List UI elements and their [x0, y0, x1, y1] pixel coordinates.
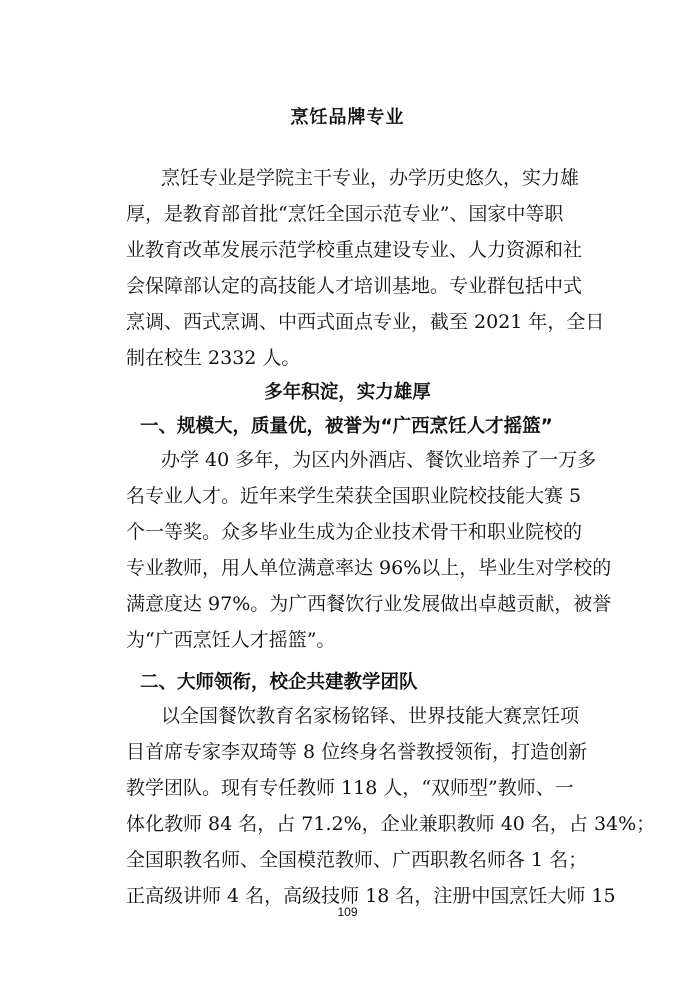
paragraph-line: 办学 40 多年，为区内外酒店、餐饮业培养了一万多: [161, 449, 597, 471]
paragraph-line: 个一等奖。众多毕业生成为企业技术骨干和职业院校的: [126, 521, 583, 543]
intro-line: 烹调、西式烹调、中西式面点专业，截至 2021 年，全日: [126, 311, 605, 333]
intro-line: 业教育改革发展示范学校重点建设专业、人力资源和社: [126, 239, 583, 261]
paragraph-line: 全国职教名师、全国模范教师、广西职教名师各 1 名；: [126, 849, 588, 871]
paragraph-line: 为“广西烹饪人才摇篮”。: [126, 629, 336, 651]
subsection-title: 二、大师领衔，校企共建教学团队: [140, 672, 418, 693]
paragraph-line: 目首席专家李双琦等 8 位终身名誉教授领衔，打造创新: [126, 741, 588, 763]
paragraph-line: 以全国餐饮教育名家杨铭铎、世界技能大赛烹饪项: [161, 705, 580, 727]
subsection-title: 一、规模大，质量优，被誉为“广西烹饪人才摇篮”: [140, 416, 553, 437]
intro-line: 制在校生 2332 人。: [126, 347, 301, 369]
paragraph-line: 满意度达 97%。为广西餐饮行业发展做出卓越贡献，被誉: [126, 593, 612, 615]
section-heading: 多年积淀，实力雄厚: [264, 382, 431, 403]
paragraph-line: 教学团队。现有专任教师 118 人，“双师型”教师、一: [126, 777, 574, 799]
page-title: 烹饪品牌专业: [290, 107, 405, 128]
intro-line: 烹饪专业是学院主干专业，办学历史悠久，实力雄: [161, 167, 580, 189]
paragraph-line: 体化教师 84 名，占 71.2%，企业兼职教师 40 名，占 34%；: [126, 813, 656, 835]
paragraph-line: 正高级讲师 4 名，高级技师 18 名，注册中国烹饪大师 15: [126, 885, 616, 907]
intro-line: 会保障部认定的高技能人才培训基地。专业群包括中式: [126, 275, 583, 297]
paragraph-line: 名专业人才。近年来学生荣获全国职业院校技能大赛 5: [126, 485, 582, 507]
page-number: 109: [337, 905, 358, 919]
intro-line: 厚，是教育部首批“烹饪全国示范专业”、国家中等职: [126, 203, 564, 225]
paragraph-line: 专业教师，用人单位满意率达 96%以上，毕业生对学校的: [126, 557, 612, 579]
